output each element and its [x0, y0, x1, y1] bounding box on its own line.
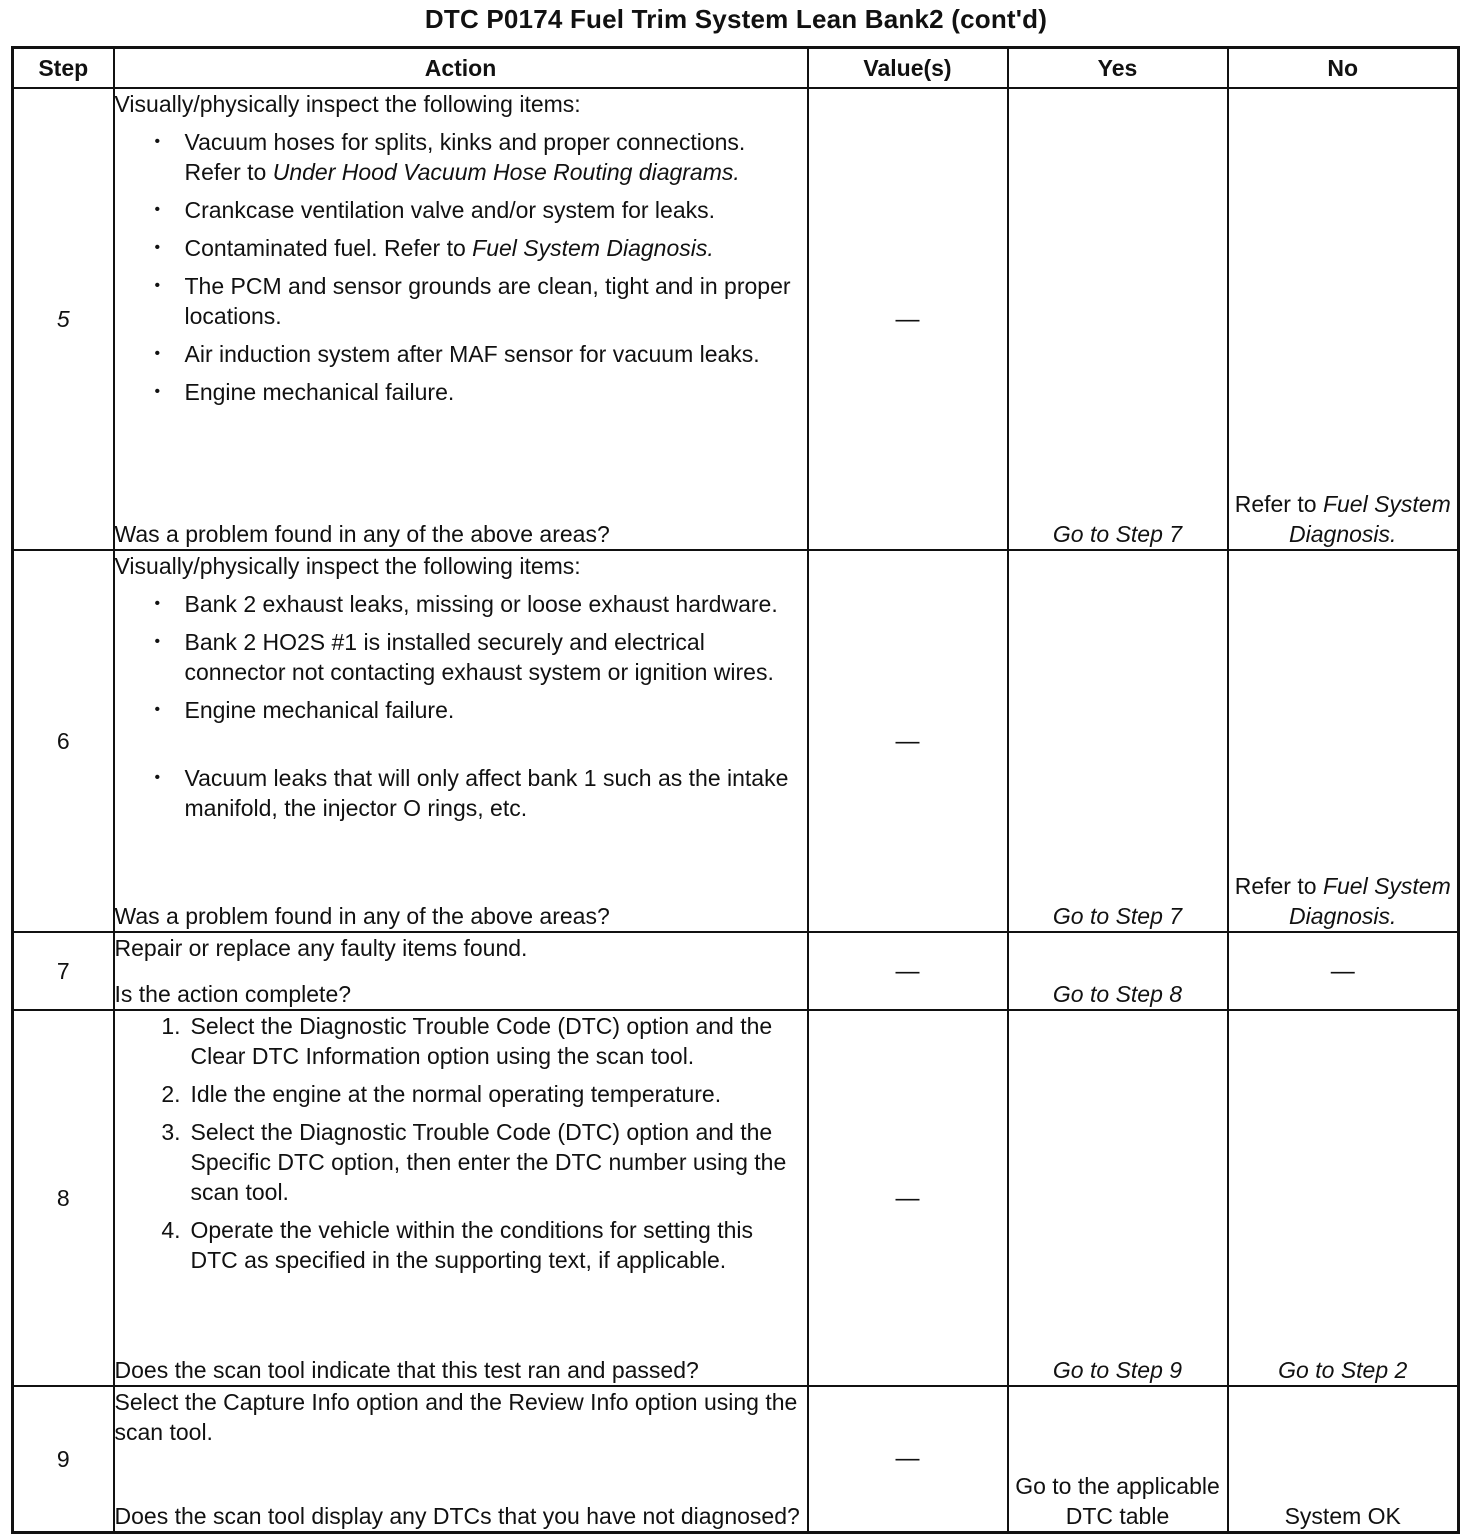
action-question: Was a problem found in any of the above areas? — [114, 521, 610, 547]
table-row-step-6 — [13, 550, 1459, 932]
page-title: DTC P0174 Fuel Trim System Lean Bank2 (cont'd) — [424, 4, 1048, 34]
list-item: • Engine mechanical failure. — [155, 377, 807, 407]
yes-cell: Go to the applicable DTC table — [1008, 1386, 1228, 1532]
header-values: Value(s) — [808, 48, 1008, 89]
list-item: • The PCM and sensor grounds are clean, tight and in proper locations. — [155, 271, 807, 331]
no-cell: System OK — [1228, 1386, 1459, 1532]
reference-link: Under Hood Vacuum Hose Routing diagrams. — [272, 159, 740, 185]
procedure-list — [115, 1011, 807, 1275]
action-intro: Visually/physically inspect the following items: — [114, 553, 581, 579]
list-item: • Crankcase ventilation valve and/or system for leaks. — [155, 195, 807, 225]
action-intro: Repair or replace any faulty items found. — [114, 935, 528, 961]
action-cell — [114, 932, 808, 1010]
diagnostic-table — [11, 46, 1460, 1534]
list-item: 1. Select the Diagnostic Trouble Code (DTC) option and the Clear DTC Information option using the scan tool. — [161, 1013, 773, 1069]
list-item: • Engine mechanical failure. — [155, 695, 807, 725]
step-number: 5 — [13, 88, 114, 550]
inspection-list — [115, 589, 807, 823]
action-intro: Visually/physically inspect the following items: — [114, 91, 581, 117]
header-no: No — [1228, 48, 1459, 89]
table-row-step-8 — [13, 1010, 1459, 1386]
list-item: • Bank 2 exhaust leaks, missing or loose exhaust hardware. — [155, 589, 807, 619]
action-intro: Select the Capture Info option and the Review Info option using the scan tool. — [114, 1389, 798, 1445]
action-cell — [114, 88, 808, 550]
value-cell: — — [808, 1010, 1008, 1386]
value-cell: — — [808, 932, 1008, 1010]
list-item: 3. Select the Diagnostic Trouble Code (DTC) option and the Specific DTC option, then enter the DTC number using the scan tool. — [161, 1119, 787, 1205]
list-item: • Vacuum leaks that will only affect bank 1 such as the intake manifold, the injector O rings, etc. — [155, 763, 807, 823]
list-item: • Air induction system after MAF sensor for vacuum leaks. — [155, 339, 807, 369]
no-cell: Refer to Fuel System Diagnosis. — [1228, 88, 1459, 550]
action-question: Was a problem found in any of the above areas? — [114, 903, 610, 929]
value-cell: — — [808, 550, 1008, 932]
action-cell — [114, 550, 808, 932]
step-number: 9 — [13, 1386, 114, 1532]
yes-cell: Go to Step 8 — [1008, 932, 1228, 1010]
step-number: 8 — [13, 1010, 114, 1386]
list-item: • Vacuum hoses for splits, kinks and proper connections. Refer to Under Hood Vacuum Hose Routing diagrams. — [155, 127, 807, 187]
step-number: 6 — [13, 550, 114, 932]
no-cell: — — [1228, 932, 1459, 1010]
table-row-step-5 — [13, 88, 1459, 550]
action-question: Does the scan tool indicate that this test ran and passed? — [114, 1357, 699, 1383]
table-row-step-7 — [13, 932, 1459, 1010]
yes-cell: Go to Step 9 — [1008, 1010, 1228, 1386]
list-item: • Contaminated fuel. Refer to Fuel System Diagnosis. — [155, 233, 807, 263]
value-cell: — — [808, 1386, 1008, 1532]
header-row — [13, 48, 1459, 89]
action-question: Does the scan tool display any DTCs that you have not diagnosed? — [114, 1502, 800, 1529]
table-row-step-9 — [13, 1386, 1459, 1532]
list-item: • Bank 2 HO2S #1 is installed securely and electrical connector not contacting exhaust system or ignition wires. — [155, 627, 807, 687]
action-cell — [114, 1386, 808, 1532]
action-question: Is the action complete? — [114, 981, 352, 1007]
yes-cell: Go to Step 7 — [1008, 550, 1228, 932]
no-cell: Go to Step 2 — [1228, 1010, 1459, 1386]
header-yes: Yes — [1008, 48, 1228, 89]
action-cell — [114, 1010, 808, 1386]
reference-link: Fuel System Diagnosis. — [472, 235, 714, 261]
step-number: 7 — [13, 932, 114, 1010]
no-cell: Refer to Fuel System Diagnosis. — [1228, 550, 1459, 932]
header-step: Step — [13, 48, 114, 89]
header-action: Action — [114, 48, 808, 89]
inspection-list — [115, 127, 807, 407]
yes-cell: Go to Step 7 — [1008, 88, 1228, 550]
list-item: 4. Operate the vehicle within the conditions for setting this DTC as specified in the supporting text, if applicable. — [161, 1217, 754, 1273]
value-cell: — — [808, 88, 1008, 550]
list-item: 2. Idle the engine at the normal operating temperature. — [161, 1081, 722, 1107]
